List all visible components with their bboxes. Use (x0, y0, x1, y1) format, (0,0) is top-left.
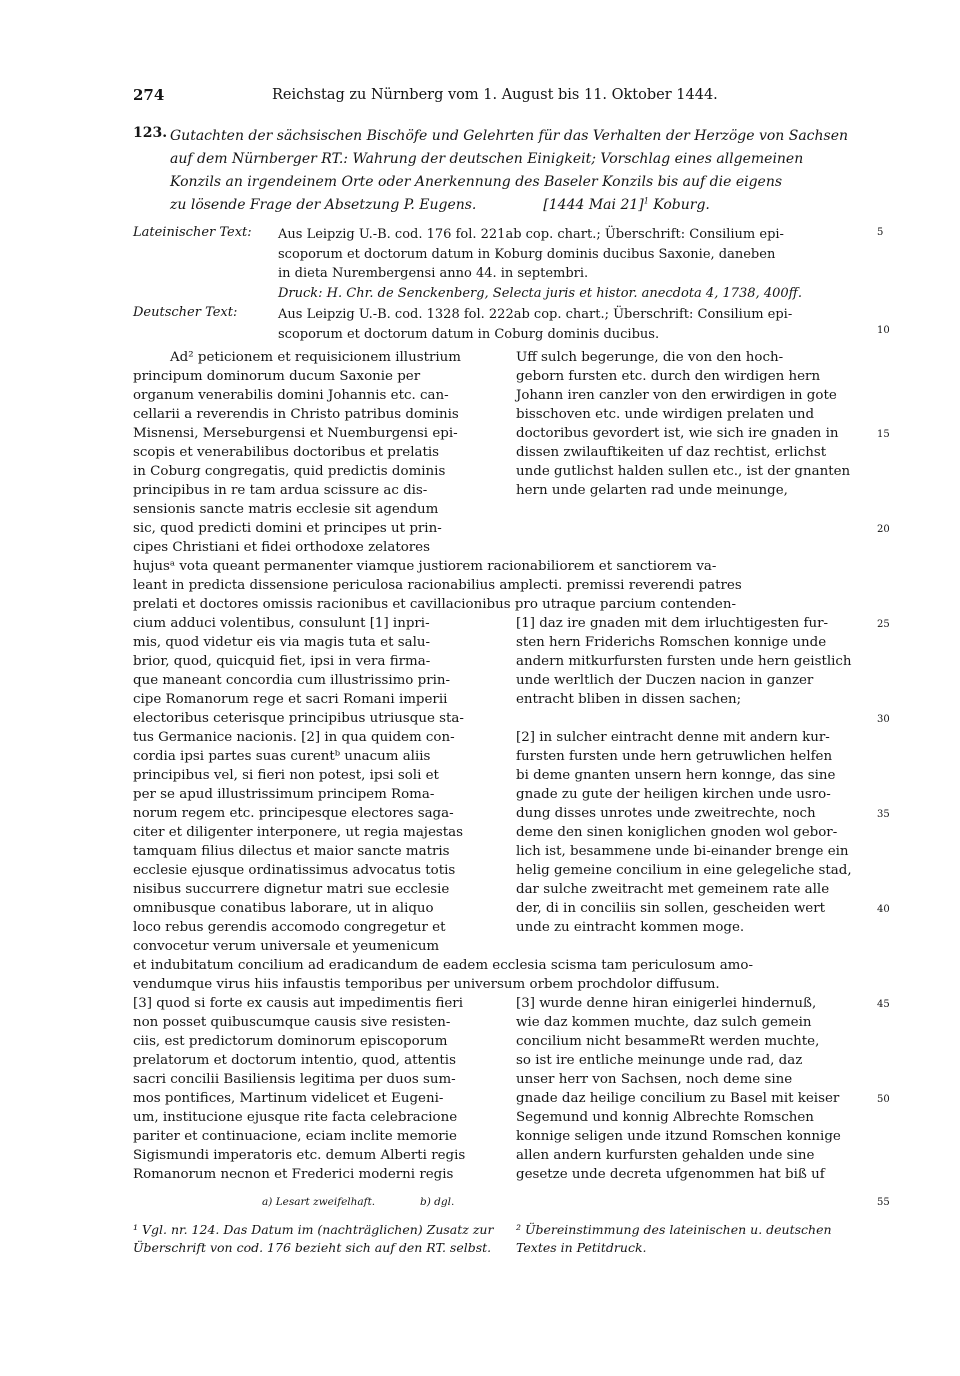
german-source-label: Deutscher Text: (133, 305, 238, 320)
text-line: leant in predicta dissensione periculosa racionabilius amplecti. premissi reverendi patres (133, 578, 742, 593)
text-line: doctoribus gevordert ist, wie sich ire gnaden in (516, 426, 839, 441)
entry-title (170, 125, 870, 217)
text-line: [3] quod si forte ex causis aut impedimentis fieri (133, 996, 463, 1011)
text-line: cellarii a reverendis in Christo patribus dominis (133, 407, 459, 422)
text-line: unde zu eintracht kommen moge. (516, 920, 745, 935)
text-line: bi deme gnanten unsern hern konnge, das sine (516, 768, 836, 783)
text-line: sacri concilii Basiliensis legitima per duos sum- (133, 1072, 456, 1087)
text-line: prelati et doctores omissis racionibus et cavillacionibus pro utraque parcium contenden- (133, 597, 736, 612)
text-line: convocetur verum universale et yeumenicum (133, 939, 440, 954)
text-line: cipes Christiani et fidei orthodoxe zelatores (133, 540, 430, 555)
text-line: gnade daz heilige concilium zu Basel mit keiser (516, 1091, 840, 1106)
text-line: hern unde gelarten rad unde meinunge, (516, 483, 788, 498)
text-line: principum dominorum ducum Saxonie per (133, 369, 421, 384)
text-line: bisschoven etc. unde wirdigen prelaten und (516, 407, 815, 422)
text-line: non posset quibuscumque causis sive resisten- (133, 1015, 451, 1030)
text-line: pariter et continuacione, eciam inclite memorie (133, 1129, 457, 1144)
text-line: unde gutlichst halden sullen etc., ist der gnanten (516, 464, 851, 479)
text-line: Romanorum necnon et Frederici moderni regis (133, 1167, 454, 1182)
text-line: tamquam filius dilectus et maior sancte matris (133, 844, 450, 859)
text-line: dung disses unrotes unde zweitrechte, noch (516, 806, 816, 821)
line-number: 40 (877, 904, 890, 915)
line-number: 15 (877, 429, 890, 440)
text-line: tus Germanice nacionis. [2] in qua quidem con- (133, 730, 455, 745)
text-line: per se apud illustrissimum principem Roma- (133, 787, 435, 802)
line-number: 45 (877, 999, 890, 1010)
line-number: 55 (877, 1197, 890, 1208)
text-line: dar sulche zweitracht met gemeinem rate alle (516, 882, 830, 897)
text-line: Misnensi, Merseburgensi et Nuemburgensi epi- (133, 426, 458, 441)
text-line: citer et diligenter interponere, ut regia majestas (133, 825, 463, 840)
latin-source-line: scoporum et doctorum datum in Koburg dominis ducibus Saxonie, daneben (278, 246, 776, 262)
line-number: 20 (877, 524, 890, 535)
entry-title-line: Gutachten der sächsischen Bischöfe und Gelehrten für das Verhalten der Herzöge von Sachsen (170, 128, 849, 144)
line-number: 30 (877, 714, 890, 725)
text-line: hujusᵃ vota queant permanenter viamque justiorem racionabiliorem et sanctiorem va- (133, 559, 717, 574)
text-line: mis, quod videtur eis via magis tuta et salu- (133, 635, 431, 650)
text-line: lich ist, besammene unde bi-einander brenge ein (516, 844, 849, 859)
text-line: organum venerabilis domini Johannis etc. can- (133, 388, 449, 403)
footnote-2: ² Übereinstimmung des lateinischen u. deutschen Textes in Petitdruck. (516, 1222, 832, 1255)
text-line: helig gemeine concilium in eine gelegeliche stad, (516, 863, 852, 878)
german-source-line: scoporum et doctorum datum in Coburg dominis ducibus. (278, 326, 660, 342)
textual-note-b: b) dgl. (420, 1196, 455, 1208)
text-line: [2] in sulcher eintracht denne mit andern kur- (516, 730, 830, 745)
text-line: sensionis sancte matris ecclesie sit agendum (133, 502, 439, 517)
text-line: [1] daz ire gnaden mit dem irluchtigesten fur- (516, 616, 829, 631)
text-line: Sigismundi imperatoris etc. demum Alberti regis (133, 1148, 466, 1163)
text-line: cordia ipsi partes suas curentᵇ unacum aliis (133, 749, 431, 764)
entry-place: Koburg. (653, 197, 710, 213)
line-number: 5 (877, 227, 884, 238)
line-number: 25 (877, 619, 890, 630)
text-line: et indubitatum concilium ad eradicandum de eadem ecclesia scisma tam periculosum amo- (133, 958, 753, 973)
text-line: principibus in re tam ardua scissure ac dis- (133, 483, 428, 498)
latin-source-label: Lateinischer Text: (133, 225, 252, 240)
text-line: gesetze unde decreta ufgenommen hat biß uf (516, 1167, 825, 1182)
latin-source-line: in dieta Nurembergensi anno 44. in septembri. (278, 266, 589, 281)
text-line: um, institucione ejusque rite facta celebracione (133, 1110, 458, 1125)
text-line: nisibus succurrere dignetur matri sue ecclesie (133, 882, 450, 897)
text-line: norum regem etc. principesque electores saga- (133, 806, 454, 821)
line-number: 35 (877, 809, 890, 820)
text-line: que maneant concordia cum illustrissimo prin- (133, 673, 451, 688)
text-line: entracht bliben in dissen sachen; (516, 692, 742, 707)
entry-title-line: zu lösende Frage der Absetzung P. Eugens. (170, 197, 477, 213)
text-line: scopis et venerabilibus doctoribus et prelatis (133, 445, 439, 460)
entry-number: 123. (133, 125, 168, 141)
text-line: Ad² peticionem et requisicionem illustrium (170, 350, 461, 365)
text-line: principibus vel, si fieri non potest, ipsi soli et (133, 768, 439, 783)
text-line: omnibusque conatibus laborare, ut in aliquo (133, 901, 434, 916)
text-line: mos pontifices, Martinum videlicet et Eugeni- (133, 1091, 444, 1106)
text-line: der, di in conciliis sin sollen, gescheiden wert (516, 901, 825, 916)
entry-title-line: auf dem Nürnberger RT.: Wahrung der deutschen Einigkeit; Vorschlag eines allgemeinen (170, 151, 804, 167)
text-line: [3] wurde denne hiran einigerlei hindernuß, (516, 996, 817, 1011)
entry-title-line: Konzils an irgendeinem Orte oder Anerkennung des Baseler Konzils bis auf die eigens (170, 174, 783, 190)
text-line: sten hern Friderichs Romschen konnige unde (516, 635, 827, 650)
text-line: cipe Romanorum rege et sacri Romani imperii (133, 692, 448, 707)
text-line: gnade zu gute der heiligen kirchen unde usro- (516, 787, 831, 802)
text-line: dissen zwilauftikeiten uf daz rechtist, erlichst (516, 445, 827, 460)
text-line: deme den sinen koniglichen gnoden wol gebor- (516, 825, 838, 840)
text-line: so ist ire entliche meinunge unde rad, daz (516, 1053, 803, 1068)
text-line: allen andern kurfursten gehalden unde sine (516, 1148, 815, 1163)
text-line: prelatorum et doctorum intentio, quod, attentis (133, 1053, 456, 1068)
text-line: fursten fursten unde hern getruwlichen helfen (516, 749, 833, 764)
running-title: Reichstag zu Nürnberg vom 1. August bis 11. Oktober 1444. (272, 87, 718, 103)
print-source-line: Druck: H. Chr. de Senckenberg, Selecta juris et histor. anecdota 4, 1738, 400ff. (278, 285, 802, 301)
latin-source-block (278, 225, 802, 303)
text-line: Johann iren canzler von den erwirdigen in gote (516, 388, 837, 403)
footnote-1: ¹ Vgl. nr. 124. Das Datum im (nachträglichen) Zusatz zur Überschrift von cod. 176 bezieht sich auf den RT. selbst. (133, 1222, 494, 1255)
text-line: vendumque virus hiis infaustis temporibus per universum orbem prochdolor diffusum. (133, 977, 720, 992)
entry-date-note: 1 (643, 196, 649, 206)
text-line: electoribus ceterisque principibus utriusque sta- (133, 711, 464, 726)
text-line: wie daz kommen muchte, daz sulch gemein (516, 1015, 812, 1030)
line-number: 10 (877, 325, 890, 336)
text-line: brior, quod, quicquid fiet, ipsi in vera firma- (133, 654, 431, 669)
entry-date: [1444 Mai 21] (543, 197, 644, 213)
text-line: konnige seligen unde itzund Romschen konnige (516, 1129, 841, 1144)
text-line: ecclesie ejusque ordinatissimus advocatus totis (133, 863, 456, 878)
text-line: ciis, est predictorum dominorum episcoporum (133, 1034, 448, 1049)
text-line: cium adduci volentibus, consulunt [1] inpri- (133, 616, 430, 631)
text-line: geborn fursten etc. durch den wirdigen hern (516, 369, 821, 384)
line-number: 50 (877, 1094, 890, 1105)
text-line: andern mitkurfursten fursten unde hern geistlich (516, 654, 852, 669)
text-line: concilium nicht besammeRt werden muchte, (516, 1034, 820, 1049)
text-line: Uff sulch begerunge, die von den hoch- (516, 350, 784, 365)
text-line: sic, quod predicti domini et principes ut prin- (133, 521, 442, 536)
german-source-block (278, 305, 792, 344)
latin-source-line: Aus Leipzig U.-B. cod. 176 fol. 221ab cop. chart.; Überschrift: Consilium epi- (278, 227, 784, 242)
text-line: unser herr von Sachsen, noch deme sine (516, 1072, 793, 1087)
text-line: loco rebus gerendis accomodo congregetur et (133, 920, 446, 935)
textual-note-a: a) Lesart zweifelhaft. (262, 1196, 376, 1208)
text-line: unde werltlich der Duczen nacion in ganzer (516, 673, 814, 688)
text-line: in Coburg congregatis, quid predictis dominis (133, 464, 446, 479)
text-line: Segemund und konnig Albrechte Romschen (516, 1110, 814, 1125)
german-source-line: Aus Leipzig U.-B. cod. 1328 fol. 222ab cop. chart.; Überschrift: Consilium epi- (278, 307, 793, 322)
page-number: 274 (133, 86, 165, 104)
